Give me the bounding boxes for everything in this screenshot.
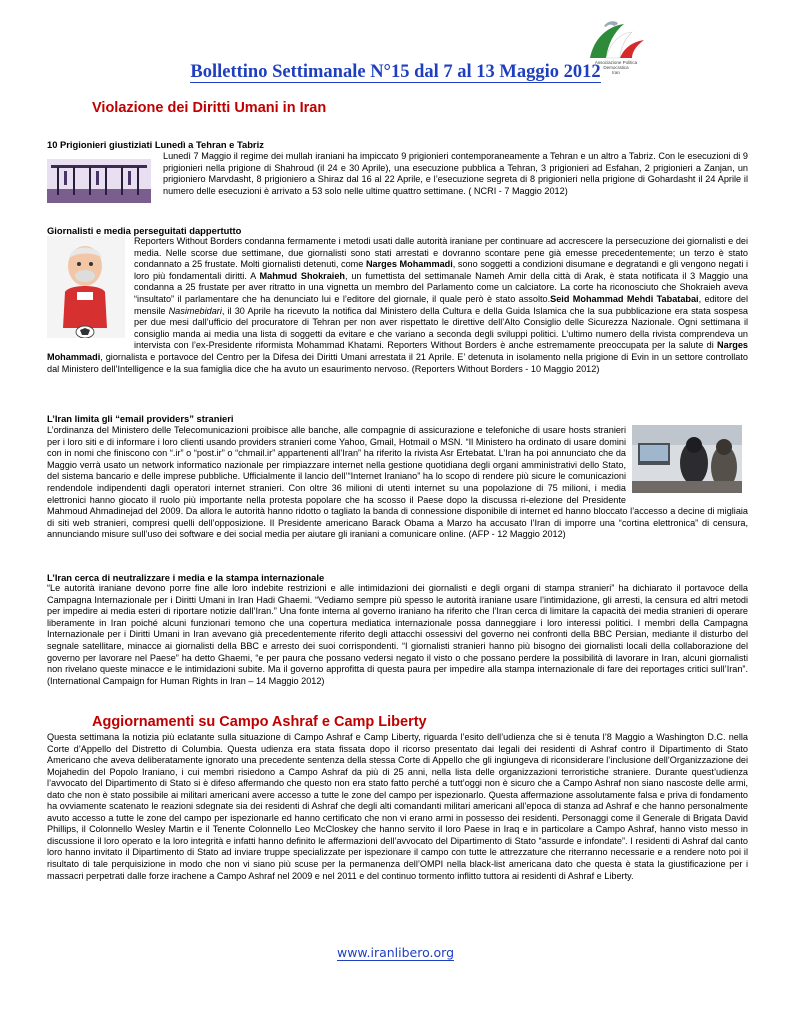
article-3 [47,425,748,541]
article-2-heading: Giornalisti e media perseguitati dappertutto [47,225,242,236]
gallows-photo-icon [47,159,151,203]
footer [0,945,791,960]
page-title [0,62,791,83]
person-name-narges-2: Narges Mohammadi [47,340,748,362]
article-2-body [47,236,748,375]
person-name-narges: Narges Mohammadi [365,259,453,270]
article-2-text-6: , giornalista e portavoce del Centro per la Difesa dei Diritti Umani arrestata il 21 Aprile. E’ detenuta in isolamento nella prigione di Evin in un settore controllato dal Ministero dell’Intelligence e la sua famiglia dice che ha avuto un esaurimento nervoso. (Reporters Without Borders - 10 Maggio 2012) [47,351,748,374]
caricature-icon [47,236,125,338]
page-title-text: Bollettino Settimanale N°15 dal 7 al 13 Maggio 2012 [190,62,601,82]
article-4-heading: L’Iran cerca di neutralizzare i media e la stampa internazionale [47,572,325,583]
article-3-heading: L’Iran limita gli “email providers” stranieri [47,413,234,424]
article-1 [47,151,748,209]
internet-users-photo-icon [632,425,742,493]
article-1-heading: 10 Prigionieri giustiziati Lunedì a Tehran e Tabriz [47,139,264,150]
dove-flag-icon [584,18,648,62]
article-5 [47,732,748,882]
article-2-text-4: , editore del mensile [134,293,748,316]
article-3-image [632,425,748,499]
person-name-tabatabai: Seid Mohammad Mehdi Tabatabai [550,293,699,304]
article-2-text-5: , il 30 Aprile ha ricevuto la notifica dal Ministero della Cultura e della Guida Islamica che la sua pubblicazione era stata sospesa per due mesi dall’ufficio del procuratore di Tehran per non aver rispettato le direttive dell’Alto Consiglio delle Sicurezza Nazionale. Ogni settimana il consiglio manda ai media una lista di soggetti da evitare e che variano a seconda degli sviluppi politici. L’ultimo numero della rivista comprendeva un intervista con l’ex-Presidente riformista Mohammad Khatami. Reporters Without Borders è anche estremamente preoccupata per la salute di [134,305,748,351]
section-heading-ashraf: Aggiornamenti su Campo Ashraf e Camp Liberty [92,714,427,730]
article-4 [47,583,748,687]
article-1-body: Lunedì 7 Maggio il regime dei mullah iraniani ha impiccato 9 prigionieri contemporaneamente a Tehran e un altro a Tabriz. Con le esecuzioni di 9 prigionieri nella prigione di Shahroud (il 24 e 30 Aprile), una esecuzione pubblica a Tehran, 3 prigionieri ad Esfahan, 2 prigionieri a Zanjan, un prigioniero Marvdasht, 8 prigioniero a Shiraz dal 16 al 22 Aprile, e l’esecuzione segreta di 8 prigionieri nella prigione di Gohardasht il 24 Aprile il numero delle esecuzioni è arrivato a 53 solo nelle ultime quattro settimane. ( NCRI - 7 Maggio 2012) [163,151,748,196]
section-heading-human-rights: Violazione dei Diritti Umani in Iran [92,100,327,116]
article-2 [47,236,748,375]
article-5-body: Questa settimana la notizia più eclatante sulla situazione di Campo Ashraf e Camp Liberty, riguarda l’esito dell’udienza che si è tenuta l’8 Maggio a Washington D.C. nella Corte d’Appello del Distretto di Columbia. Questa udienza era stata fissata dopo il ricorso presentato dai legali dei residenti di Ashraf contro il Dipartimento di Stato Americano che aveva deliberatamente ignorato una precedente sentenza della stessa Corte di Appello che gli ingiungeva di riconsiderare l’inclusione dell’Organizzazione dei Mojahedin del Popolo Iraniano, i cui membri risiedono a Campo Ashraf da più di 25 anni, nella lista delle organizzazioni terroristiche straniere. Durante quest’udienza l’avvocato del Dipartimento di Stato si è difeso affermando che questo non era stato fatto perché a tutt’oggi non è sicuro che a Campo Ashraf non siano nascoste delle armi, dato che non è stato possibile ai militari americani avere accesso a tutte le zone del campo per ispezionarlo. Questa affermazione assolutamente falsa e priva di fondamento ha ovviamente scatenato le reazioni sdegnate sia dei residenti di Ashraf che degli alti comandanti militari americani all’epoca di stanza ad Ashraf e che hanno personalmente avuto accesso a tutte le zone del campo per ispezionarle ed hanno certificato che non vi erano armi in possesso dei residenti. Personaggi come il Generale di Brigata David Phillips, il Colonnello Wesley Martin e il Tenente Colonnello Leo McCloskey che hanno servito il loro Paese in Iraq e in particolare a Campo Ashraf, hanno visto messo in discussione il loro operato e la loro integrità e infatti hanno definito le affermazioni dell’avvocato del Dipartimento di Stato “assurde e infondate”. I residenti di Ashraf dal canto loro hanno invitato il Dipartimento di Stato ad inviare truppe specializzate per ispezionare il campo con tutte le attrezzature che riterranno necessarie e a rendere noto poi il risultato di tale perquisizione in modo che non vi siano più scuse per la permanenza dell’OMPI nella black-list americana dato che questa è stata la giustificazione per i massacri perpetrati dalle forze irachene a Campo Ashraf nel 2009 e nel 2011 e del continuo tormento inflitto tuttora ai residenti di Ashraf e Liberty. [47,732,748,881]
logo-line-2: Democratica [603,65,629,70]
logo-line-3: Iran [612,70,620,75]
article-4-body: “Le autorità iraniane devono porre fine alle loro indebite restrizioni e alle intimidazioni dei giornalisti e degli organi di stampa stranieri” ha dichiarato il portavoce della Campagna Internazionale per i Diritti Umani in Iran Hadi Ghaemi. “Vediamo sempre più spesso le autorità iraniane usare l’intimidazione, gli arresti, la censura ed altri metodi per impedire ai media esteri di riportare notizie dall’Iran.” Una fonte interna al governo iraniano ha riferito che l’Iran cerca di limitare la capacità dei media stranieri di operare liberamente in Iran poiché alcuni funzionari temono che una copertura mediatica internazionale possa danneggiare i loro interessi politici. I membri della Campagna Internazionale per i Diritti Umani in Iran avevano già precedentemente riferito degli attacchi ossessivi del governo nei confronti della BBC Persian, mediante il disturbo del segnale satellitare, minacce ai giornalisti della BBC e arresto dei suoi corrispondenti. “I giornalisti stranieri hanno più bisogno dei giornalisti locali della collaborazione del governo per lavorare nel Paese” ha detto Ghaemi, “e per paura che possano vedersi negato il visto o che possano perdere la possibilità di lavorare in Iran, alcuni giornalisti non rivelano queste minacce e le intimidazioni subite. Ma il governo approfitta di questa paura per impedire alla stampa internazionale di fare dei reportages critici sull’Iran”. (International Campaign for Human Rights in Iran – 14 Maggio 2012) [47,583,748,686]
article-3-body: L’ordinanza del Ministero delle Telecomunicazioni proibisce alle banche, alle compagnie di assicurazione e telefoniche di usare hosts stranieri per i loro siti e di informare i loro clienti usando providers stranieri come Yahoo, Gmail, Hotmail o MSN. “Il Ministero ha ordinato di usare domini con in nomi che finiscono con “.ir” o “post.ir” o “chmail.ir” appartenenti all’Iran” ha riferito la rivista Asr Ertebatat. L’Iran ha poi annunciato che da Maggio verrà usato un network informatico nazionale per rimpiazzare internet nella gestione quotidiana degli organi amministrativi dello Stato, del sistema bancario e delle imprese pubbliche. Ufficialmente il lancio dell’“Internet Iraniano” ha lo scopo di rendere più sicure le comunicazioni rendendole indipendenti dagli operatori internet stranieri. Con oltre 36 milioni di utenti internet su una popolazione di 75 milioni, i media elettronici hanno giocato il ruolo più importante nella protesta popolare che ha scosso il Paese dopo la discussa ri-elezione del Presidente Mahmoud Ahmadinejad del 2009. Da allora le autorità hanno ridotto o tagliato la banda di connessione disponibile di internet ed hanno bloccato l’accesso a decine di migliaia di siti web stranieri, compresi quelli dell’opposizione. Il Presidente americano Barack Obama a Marzo ha accusato l’Iran di imporre una “cortina elettronica” di censura, annunciando misure sull’uso dei software e dei social media per aiutare gli iraniani a comunicare online. (AFP - 12 Maggio 2012) [47,425,748,540]
logo-line-1: Associazione Politica [594,60,638,65]
person-name-shokraieh: Mahmud Shokraieh [259,270,345,281]
article-1-image [47,159,163,209]
article-2-text-1: Reporters Without Borders condanna fermamente i metodi usati dalle autorità iraniane per continuare ad accrescere la persecuzione dei giornalisti e dei media. Nelle scorse due settimane, due giornalisti sono stati arrestati e dovranno scontare pene già emesse precedentemente; un terzo è stato condannato a 25 frustate. Molti giornalisti detenuti, come [134,236,748,270]
article-2-image [47,236,134,348]
article-2-text-2: , sono soggetti a condizioni disumane e degratandi e gli vengono negati i loro più fondamentali diritti. A [134,259,748,281]
magazine-name: Nasimebidari [168,305,222,316]
website-link[interactable]: www.iranlibero.org [336,945,455,960]
article-2-text-3: , un fumettista del settimanale Nameh Amir della città di Arak, è stata notificata il 3 Maggio una condanna a 25 frustate per aver ritratto in una vignetta un membro del Parlamento come un calciatore. La corte ha riconosciuto che Shokraieh aveva “insultato” il parlamentare che ha denunciato lui e l’editore del giornale, il quale però è stato assolto. [134,270,748,304]
